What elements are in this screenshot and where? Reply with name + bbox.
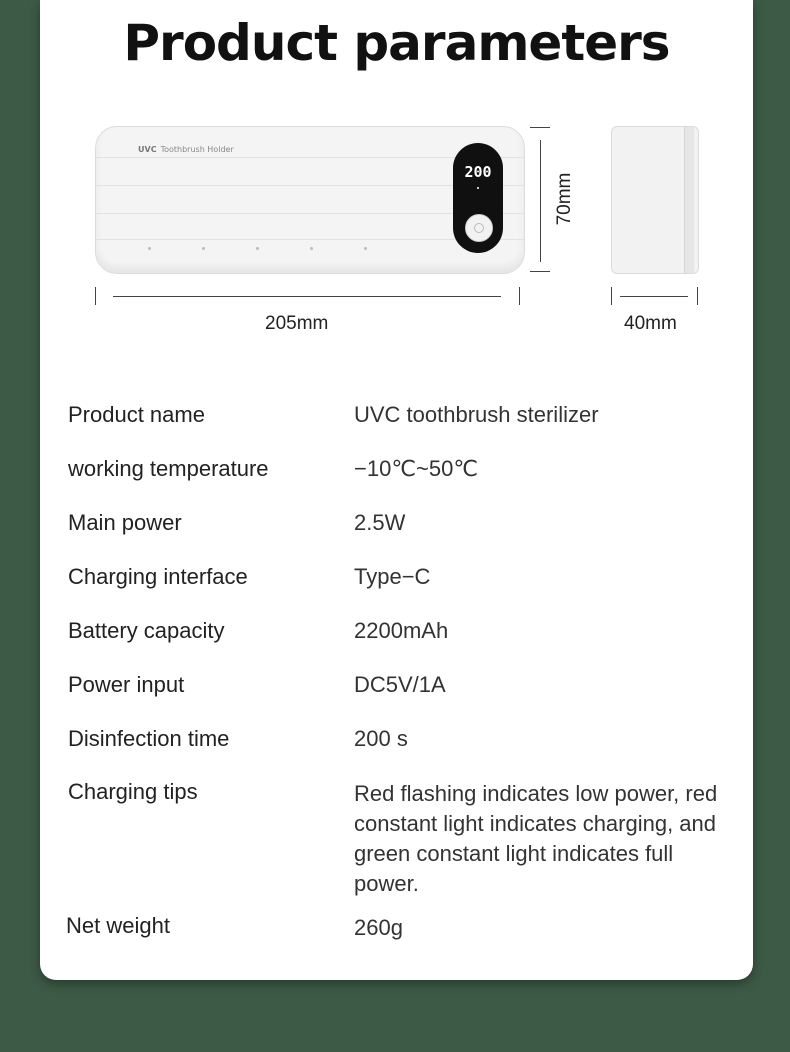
- spec-value: UVC toothbrush sterilizer: [354, 402, 599, 427]
- spec-label: Battery capacity: [68, 618, 225, 643]
- spec-label: Charging tips: [68, 779, 198, 804]
- spec-label: Product name: [68, 402, 205, 427]
- spec-value: 2200mAh: [354, 618, 449, 643]
- spec-value: 200 s: [354, 726, 408, 751]
- height-dimension-label: 70mm: [554, 172, 575, 226]
- spec-label: Power input: [68, 672, 185, 697]
- control-panel: [453, 143, 503, 253]
- power-button-icon: [465, 214, 493, 242]
- spec-value: Type−C: [354, 564, 431, 589]
- width-dimension-label: 205mm: [265, 313, 329, 334]
- spec-label: working temperature: [68, 456, 269, 481]
- spec-value: −10℃~50℃: [354, 456, 479, 481]
- spec-card: [40, 0, 753, 980]
- depth-dimension-label: 40mm: [624, 313, 677, 334]
- page-title: Product parameters: [123, 14, 670, 72]
- spec-value: 2.5W: [354, 510, 406, 535]
- spec-value: Red flashing indicates low power, red constant light indicates charging, and green constant light indicates full power.: [354, 781, 718, 896]
- product-brand-text: UVC Toothbrush Holder: [138, 145, 234, 154]
- spec-value: DC5V/1A: [354, 672, 446, 697]
- spec-label: Net weight: [66, 913, 170, 938]
- spec-label: Main power: [68, 510, 182, 535]
- spec-label: Charging interface: [68, 564, 248, 589]
- display-readout: 200: [464, 163, 492, 181]
- spec-label: Disinfection time: [68, 726, 230, 751]
- product-front-image: [95, 126, 525, 274]
- product-side-image: [611, 126, 699, 274]
- spec-value: 260g: [354, 915, 403, 940]
